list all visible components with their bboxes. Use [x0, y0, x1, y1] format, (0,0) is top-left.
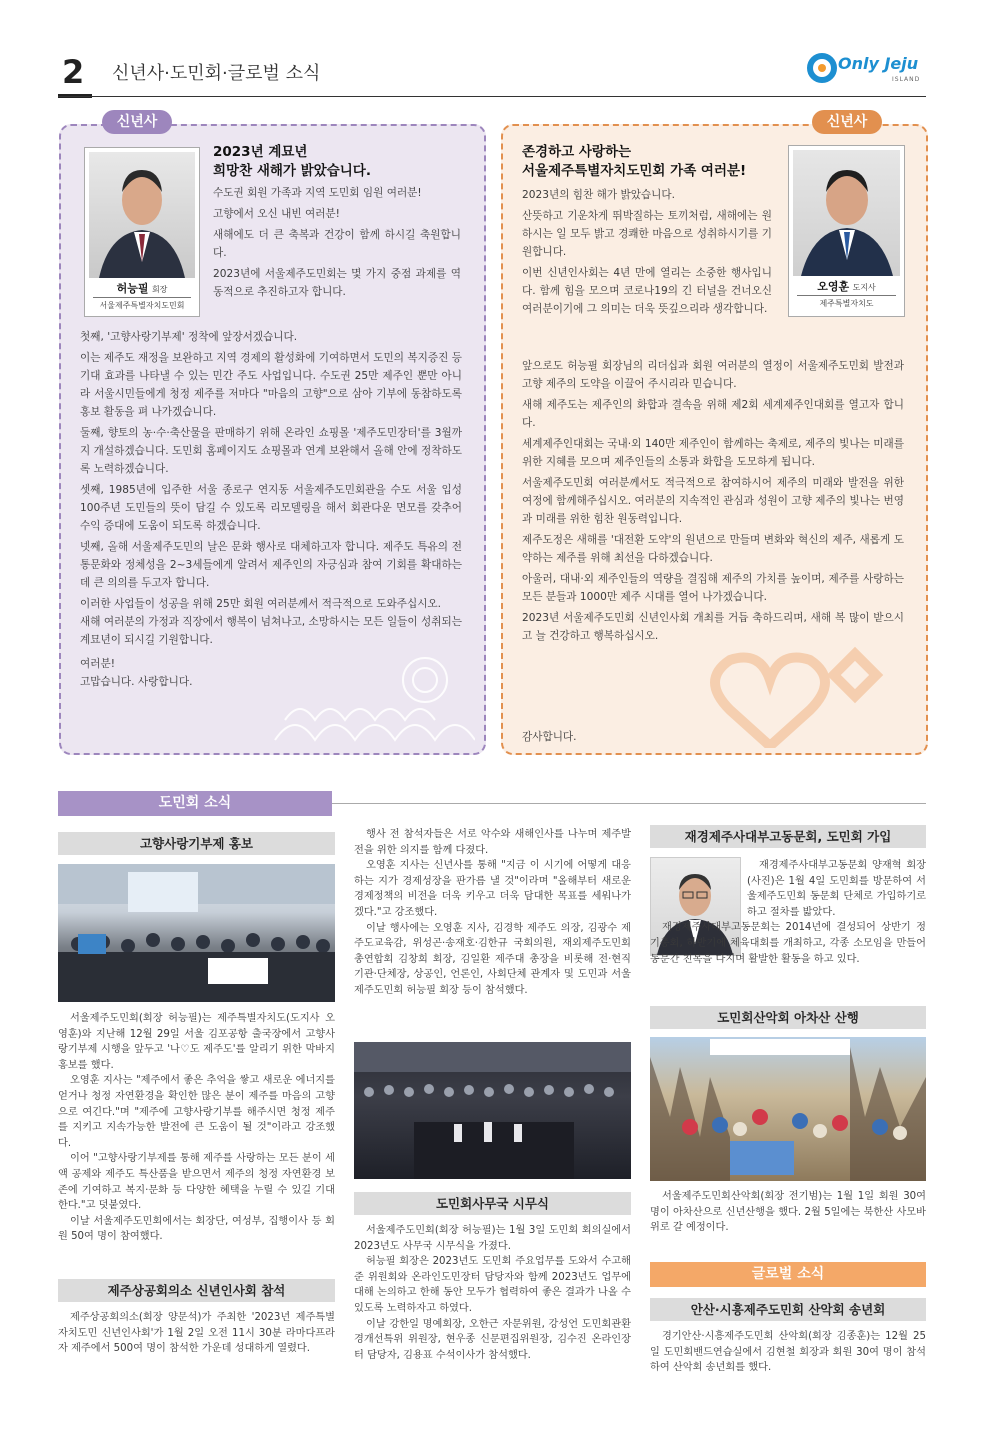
left-person-name-line — [85, 282, 199, 297]
col1-p2: 오영훈 지사는 "제주에서 좋은 추억을 쌓고 새로운 에너지를 얻거나 청정 자연환경을 확인한 많은 분이 제주를 마음의 고향으로 여긴다."며 "제주에 고향사랑기부를 해주시면 청정 제주를 지키고 지속가능한 발전에 큰 도움이 될 것"이라고 강조했다. — [58, 1075, 335, 1149]
page-number: 2 — [62, 53, 85, 91]
right-body-p6: 아울러, 대내·외 제주인들의 역량을 결집해 제주의 가치를 높이며, 제주를 사랑하는 모든 분들과 1000만 제주 시대를 열어 나가겠습니다. — [522, 573, 904, 603]
col1-text — [58, 1011, 335, 1245]
right-portrait-frame — [788, 145, 905, 317]
col1-p3: 이어 "고향사랑기부제를 통해 제주를 사랑하는 모든 분이 세액 공제와 제주도 특산품을 받으면서 제주의 청정 자연환경 보존에 기여하고 복지·문화 등 다양한 혜택을 누릴 수 있길 기대한다."고 덧붙였다. — [58, 1153, 335, 1212]
left-body-p3: 둘째, 향토의 농·수·축산물을 판매하기 위해 온라인 쇼핑몰 '제주도민장터'를 3월까지 개설하겠습니다. 도민회 홈페이지도 쇼핑몰과 연계 보완해서 올해 안에 정착하도록 노력하겠습니다. — [80, 427, 462, 475]
left-title — [213, 143, 473, 181]
col2-title2-bar: 도민회사무국 시무식 — [354, 1192, 631, 1215]
right-intro-p2: 산뜻하고 기운차게 뛰박질하는 토끼처럼, 새해에는 원하시는 일 모두 밝고 경쾌한 마음으로 성취하시기를 기원합니다. — [522, 210, 772, 258]
left-badge: 신년사 — [102, 110, 172, 134]
left-person-divider — [93, 297, 191, 298]
col2-p5: 허능필 회장은 2023년도 도민회 주요업무를 도와서 수고해준 위원회와 온라인도민장터 담당자와 함께 2023년도 업무에 대해 논의하고 한해 동안 모두가 협력하여 좋은 결과가 나올 수 있도록 노력하자고 하였다. — [354, 1256, 631, 1314]
col1-p5: 제주상공회의소(회장 양문석)가 주최한 '2023년 제주특별자치도민 신년인사회'가 1월 2일 오전 11시 30분 라마다프라자 제주에서 500여 명이 참석한 가운데 성대하게 열렸다. — [58, 1312, 335, 1355]
col1-p1: 서울제주도민회(회장 허능필)는 제주특별자치도(도지사 오영훈)와 지난해 12월 29일 서울 김포공항 출국장에서 고향사랑기부제 시행을 앞두고 '나♡도 제주도'를 알리기 위한 막바지 홍보를 했다. — [58, 1013, 335, 1071]
portrait-photo — [793, 150, 900, 276]
col3-text3 — [650, 1329, 926, 1376]
right-body-p5: 제주도정은 새해를 '대전환 도약'의 원년으로 만들며 변화와 혁신의 제주, 새롭게 도약하는 제주를 위해 최선을 다하겠습니다. — [522, 534, 904, 564]
right-body — [522, 357, 904, 648]
col3-p1: 재경제주사대부고동문회 양재혁 회장(사진)은 1월 4일 도민회를 방문하여 서울제주도민회 동문회 단체로 가입하기로 하고 절차를 밟았다. — [747, 860, 926, 918]
right-body-p1: 앞으로도 허능필 회장님의 리더십과 회원 여러분의 열정이 서울제주도민회 발전과 고향 제주의 도약을 이끌어 주시리라 믿습니다. — [522, 360, 904, 390]
news-section-label: 도민회 소식 — [58, 791, 332, 816]
right-intro — [522, 186, 772, 321]
right-body-p7: 2023년 서울제주도민회 신년인사회 개최를 거듭 축하드리며, 새해 복 많이 받으시고 늘 건강하고 행복하십시오. — [522, 612, 904, 642]
logo-sub: ISLAND — [892, 76, 921, 83]
right-intro-p1: 2023년의 힘찬 해가 밝았습니다. — [522, 189, 675, 201]
right-body-p3: 세계제주인대회는 국내·외 140만 제주인이 함께하는 축제로, 제주의 빛나는 미래를 위한 지혜를 모으며 제주인들의 소통과 화합을 도모하게 됩니다. — [522, 438, 904, 468]
col3-title-bar: 재경제주사대부고동문회, 도민회 가입 — [650, 825, 926, 848]
right-closing: 감사합니다. — [522, 731, 577, 743]
col3-p2: 재경제주사대부고동문회는 2014년에 결성되어 상반기 정기총회, 하반기에 체육대회를 개최하고, 각종 소모임을 만들어 동문간 친목을 다지며 활발한 활동을 하고 있다. — [650, 922, 926, 965]
left-person-name: 허능필 — [116, 282, 149, 295]
col3-text2 — [650, 1189, 926, 1236]
col1-p4: 이날 서울제주도민회에서는 회장단, 여성부, 집행이사 등 회원 50여 명이 참여했다. — [58, 1215, 335, 1243]
global-news-label: 글로벌 소식 — [650, 1262, 926, 1287]
left-intro-p4: 2023년에 서울제주도민회는 몇 가지 중점 과제를 역동적으로 추진하고자 합니다. — [213, 268, 461, 298]
col2-photo — [354, 1042, 631, 1179]
right-title-line2: 서울제주특별자치도민회 가족 여러분! — [522, 163, 747, 179]
left-body-p2: 이는 제주도 재정을 보완하고 지역 경제의 활성화에 기여하면서 도민의 복지증진 등 기대 효과를 나타낼 수 있는 민간 주도 사업입니다. 수도권 25만 제주인 뿐만 아니라 서울시민들에게 청정 제주를 저마다 "마음의 고향"으로 삼아 기부에 동참하도록 홍보 활동을 펴 나가겠습니다. — [80, 352, 462, 418]
header-rule — [58, 96, 926, 97]
col1-title2-bar: 제주상공회의소 신년인사회 참석 — [58, 1279, 335, 1302]
col3-title3-bar: 안산·시흥제주도민회 산악회 송년회 — [650, 1298, 926, 1321]
left-body-p4: 셋째, 1985년에 입주한 서울 종로구 연지동 서울제주도민회관을 수도 서울 입성 100주년 도민들의 뜻이 담길 수 있도록 리모델링을 해서 회관다운 면모를 갖추어 수익 증대에 도움이 되도록 하겠습니다. — [80, 484, 462, 532]
col3-photo — [650, 1037, 926, 1181]
col2-p3: 이날 행사에는 오영훈 지사, 김경학 제주도 의장, 김광수 제주도교육감, 위성곤·송재호·김한규 국회의원, 재외제주도민회총연합회 김창희 회장, 김일환 제주대 총장을 비롯해 전·현직 기관·단체장, 상공인, 언론인, 사회단체 관계자 및 도민과 서울제주도민회 허능필 회장 등이 참석했다. — [354, 922, 631, 996]
right-body-p4: 서울제주도민회 여러분께서도 적극적으로 참여하시어 제주의 미래와 발전을 위한 여정에 함께해주십시오. 여러분의 지속적인 관심과 성원이 고향 제주의 빛나는 번영과 미래를 위한 힘찬 원동력입니다. — [522, 477, 904, 525]
left-body-p1: 첫째, '고향사랑기부제' 정착에 앞장서겠습니다. — [80, 331, 298, 343]
portrait-photo — [89, 152, 195, 278]
right-title-line1: 존경하고 사랑하는 — [522, 144, 632, 160]
left-intro — [213, 184, 461, 304]
right-intro-p3: 이번 신년인사회는 4년 만에 열리는 소중한 행사입니다. 함께 힘을 모으며 코로나19의 긴 터널을 건너오신 여러분이기에 그 의미는 더욱 뜻깊으리라 생각합니다. — [522, 267, 772, 315]
col1-text2 — [58, 1310, 335, 1357]
col3-p4: 경기안산·시흥제주도민회 산악회(회장 김종훈)는 12월 25일 도민회밴드연습실에서 김현철 회장과 회원 30여 명이 참석하여 산악회 송년회를 했다. — [650, 1331, 926, 1374]
left-title-line1: 2023년 계묘년 — [213, 144, 308, 160]
left-portrait-frame — [84, 147, 200, 317]
col3-text — [650, 858, 926, 967]
right-badge: 신년사 — [812, 110, 882, 134]
col2-p1: 행사 전 참석자들은 서로 악수와 새해인사를 나누며 제주발전을 위한 의지를 함께 다졌다. — [354, 829, 631, 856]
left-title-line2: 희망찬 새해가 밝았습니다. — [213, 163, 371, 179]
section-title: 신년사·도민회·글로벌 소식 — [112, 63, 321, 84]
right-person-org: 제주특별자치도 — [819, 299, 874, 308]
left-person-org: 서울제주특별자치도민회 — [99, 301, 185, 310]
right-person-role: 도지사 — [852, 283, 876, 292]
only-jeju-logo — [806, 46, 930, 90]
left-person-role: 회장 — [151, 285, 168, 294]
left-body-p6: 이러한 사업들이 성공을 위해 25만 회원 여러분께서 적극적으로 도와주십시오. 새해 여러분의 가정과 직장에서 행복이 넘쳐나고, 소망하시는 모든 일들이 성취되는 계묘년이 되시길 기원합니다. — [80, 598, 462, 646]
left-intro-p1: 수도권 회원 가족과 지역 도민회 임원 여러분! — [213, 187, 422, 199]
col2-text2 — [354, 1223, 631, 1363]
col2-p2: 오영훈 지사는 신년사를 통해 "지금 이 시기에 어떻게 대응하는 지가 경제성장을 판가름 낼 것"이라며 "올해부터 새로운 경제정책의 비전을 더욱 키우고 더욱 담대한 목표를 세워나가겠다."고 강조했다. — [354, 860, 631, 918]
right-person-name: 오영훈 — [817, 280, 850, 293]
col3-p3: 서울제주도민회산악회(회장 전기범)는 1월 1일 회원 30여 명이 아차산으로 신년산행을 했다. 2월 5일에는 북한산 사모바위로 갈 예정이다. — [650, 1191, 926, 1234]
right-title — [522, 143, 782, 181]
left-body — [80, 328, 462, 694]
col3-title2-bar: 도민회산악회 아차산 산행 — [650, 1006, 926, 1029]
left-body-p5: 넷째, 올해 서울제주도민의 날은 문화 행사로 대체하고자 합니다. 제주도 특유의 전통문화와 정체성을 2~3세들에게 알려서 제주인의 자긍심과 참여 기회를 확대하는데 큰 의의를 두고자 합니다. — [80, 541, 462, 589]
right-person-divider — [797, 295, 896, 296]
col1-title-bar: 고향사랑기부제 홍보 — [58, 832, 335, 855]
left-body-p7: 여러분! 고맙습니다. 사랑합니다. — [80, 658, 193, 688]
col2-p6: 이날 강한일 명예회장, 오한근 자문위원, 강성언 도민회관환경개선특위 위원장, 현우종 신문편집위원장, 김수진 온라인장터 담당자, 김용표 수석이사가 참석했다. — [354, 1318, 631, 1361]
right-body-p2: 새해 제주도는 제주인의 화합과 결속을 위해 제2회 세계제주인대회를 열고자 합니다. — [522, 399, 904, 429]
left-intro-p2: 고향에서 오신 내빈 여러분! — [213, 208, 340, 220]
col2-p4: 서울제주도민회(회장 허능필)는 1월 3일 도민회 회의실에서 2023년도 사무국 시무식을 가졌다. — [354, 1225, 631, 1252]
col1-photo — [58, 864, 335, 1002]
logo-text: Only Jeju — [838, 54, 919, 73]
left-intro-p3: 새해에도 더 큰 축복과 건강이 함께 하시길 축원합니다. — [213, 229, 461, 259]
right-person-name-line — [789, 280, 904, 295]
col2-text — [354, 827, 631, 999]
news-section-rule — [332, 803, 926, 804]
